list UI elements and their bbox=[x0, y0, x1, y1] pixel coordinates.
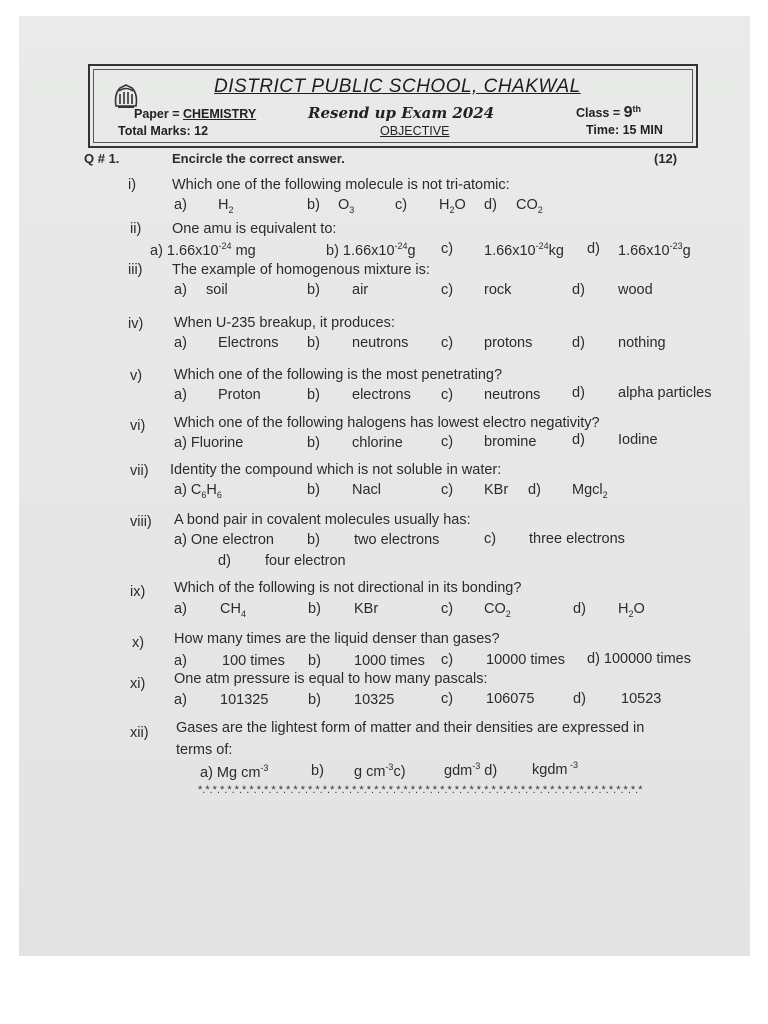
option-text: kgdm $^{-3}$ bbox=[532, 760, 578, 778]
option-text: $H_2O$ bbox=[618, 601, 645, 619]
option-text: rock bbox=[484, 282, 512, 298]
item-number: ix) bbox=[130, 584, 146, 600]
question-text: Which one of the following molecule is not tri-atomic: bbox=[172, 177, 510, 193]
option-text: four electron bbox=[265, 553, 346, 569]
exam-name: Resend up Exam 2024 bbox=[308, 104, 495, 122]
option-letter: a) bbox=[174, 335, 187, 351]
item-number: v) bbox=[130, 368, 143, 384]
option-text: Iodine bbox=[618, 432, 658, 448]
option-letter: a) bbox=[174, 692, 187, 708]
option-text: alpha particles bbox=[618, 385, 712, 401]
option-letter: c) bbox=[441, 434, 454, 450]
option-letter: c) bbox=[441, 482, 454, 498]
item-number: ii) bbox=[130, 221, 142, 237]
option-letter: b) bbox=[307, 482, 320, 498]
option-letter: a) bbox=[174, 282, 187, 298]
question-marks: (12) bbox=[654, 151, 678, 166]
item-number: xi) bbox=[130, 676, 146, 692]
option-text: nothing bbox=[618, 335, 666, 351]
option-text: three electrons bbox=[529, 531, 625, 547]
option-letter: d) bbox=[218, 553, 231, 569]
option-text: two electrons bbox=[354, 532, 440, 548]
option-letter: c) bbox=[395, 197, 408, 213]
option-letter: d) bbox=[528, 482, 541, 498]
option-text: gdm$^{-3}$ d) bbox=[444, 761, 498, 779]
question-text-continued: terms of: bbox=[176, 742, 233, 758]
question-text: A bond pair in covalent molecules usually has: bbox=[174, 512, 471, 528]
option-text: b) $1.66x10^{-24}g$ bbox=[326, 241, 416, 259]
option-text: 100 times bbox=[222, 653, 285, 669]
option-letter: b) bbox=[308, 692, 321, 708]
option-text: soil bbox=[206, 282, 228, 298]
option-letter: b) bbox=[308, 601, 321, 617]
option-text: a) $1.66x10^{-24}$ mg bbox=[150, 241, 256, 259]
option-letter: a) bbox=[174, 653, 187, 669]
option-text: $H_2O$ bbox=[439, 197, 466, 215]
item-number: viii) bbox=[130, 514, 152, 530]
option-letter: b) bbox=[307, 435, 320, 451]
question-instruction: Encircle the correct answer. bbox=[172, 151, 345, 166]
option-text: $CH_4$ bbox=[220, 601, 246, 619]
option-text: wood bbox=[618, 282, 653, 298]
option-text: Nacl bbox=[352, 482, 382, 498]
question-text: One atm pressure is equal to how many pascals: bbox=[174, 671, 488, 687]
option-text: Electrons bbox=[218, 335, 279, 351]
option-letter: c) bbox=[441, 282, 454, 298]
item-number: iii) bbox=[128, 262, 143, 278]
option-letter: c) bbox=[441, 241, 454, 257]
option-text: KBr bbox=[354, 601, 379, 617]
option-letter: c) bbox=[484, 531, 497, 547]
option-text: $1.66x10^{-23}g$ bbox=[618, 241, 691, 259]
question-text: How many times are the liquid denser than gases? bbox=[174, 631, 500, 647]
option-letter: b) bbox=[307, 532, 320, 548]
item-number: i) bbox=[128, 177, 137, 193]
item-number: vii) bbox=[130, 463, 149, 479]
item-number: xii) bbox=[130, 725, 149, 741]
option-text: electrons bbox=[352, 387, 411, 403]
option-text: bromine bbox=[484, 434, 537, 450]
option-letter: d) bbox=[572, 385, 585, 401]
option-letter: b) bbox=[307, 387, 320, 403]
option-letter: c) bbox=[441, 335, 454, 351]
option-letter: c) bbox=[441, 652, 454, 668]
option-text: $H_2$ bbox=[218, 197, 234, 215]
option-text: air bbox=[352, 282, 369, 298]
option-text: neutrons bbox=[484, 387, 541, 403]
option-text: 106075 bbox=[486, 691, 535, 707]
option-text: $1.66x10^{-24}kg$ bbox=[484, 241, 564, 259]
option-text: 10000 times bbox=[486, 652, 565, 668]
option-text: $CO_2$ bbox=[516, 197, 543, 215]
question-text: One amu is equivalent to: bbox=[172, 221, 337, 237]
question-text: Which one of the following is the most penetrating? bbox=[174, 367, 503, 383]
school-name: DISTRICT PUBLIC SCHOOL, CHAKWAL bbox=[214, 76, 581, 97]
option-text: Proton bbox=[218, 387, 261, 403]
option-text: g $cm^{-3}c$) bbox=[354, 762, 406, 780]
option-text: $O_3$ bbox=[338, 197, 355, 215]
option-text: d) 100000 times bbox=[587, 651, 691, 667]
option-letter: c) bbox=[441, 387, 454, 403]
item-number: vi) bbox=[130, 418, 146, 434]
option-letter: b) bbox=[308, 653, 321, 669]
paper-label: Paper = CHEMISTRY bbox=[134, 107, 257, 121]
option-text: 101325 bbox=[220, 692, 269, 708]
option-letter: b) bbox=[307, 335, 320, 351]
option-text: $CO_2$ bbox=[484, 601, 511, 619]
option-text: protons bbox=[484, 335, 533, 351]
question-text: When U-235 breakup, it produces: bbox=[174, 315, 395, 331]
option-letter: d) bbox=[572, 335, 585, 351]
item-number: iv) bbox=[128, 316, 144, 332]
option-letter: b) bbox=[311, 763, 324, 779]
option-letter: b) bbox=[307, 197, 320, 213]
option-text: chlorine bbox=[352, 435, 403, 451]
option-text: a) $C_6H_6$ bbox=[174, 482, 222, 500]
option-letter: d) bbox=[484, 197, 497, 213]
option-text: 10523 bbox=[621, 691, 662, 707]
question-text: Identity the compound which is not soluble in water: bbox=[170, 462, 502, 478]
paper-sheet bbox=[19, 16, 750, 956]
option-text: a) Fluorine bbox=[174, 435, 244, 451]
option-letter: d) bbox=[587, 241, 600, 257]
paper-subject: CHEMISTRY bbox=[183, 107, 257, 121]
class-info: Class = 9th bbox=[576, 104, 642, 122]
option-text: neutrons bbox=[352, 335, 409, 351]
option-text: 10325 bbox=[354, 692, 395, 708]
question-text: The example of homogenous mixture is: bbox=[172, 262, 430, 278]
option-letter: d) bbox=[572, 432, 585, 448]
option-letter: a) bbox=[174, 601, 187, 617]
option-letter: d) bbox=[573, 601, 586, 617]
question-text: Which of the following is not directional in its bonding? bbox=[174, 580, 522, 596]
option-text: Mgcl$_2$ bbox=[572, 482, 608, 500]
question-text: Gases are the lightest form of matter and their densities are expressed in bbox=[176, 720, 645, 736]
option-letter: d) bbox=[572, 282, 585, 298]
end-divider: *.*.*.*.*.*.*.*.*.*.*.*.*.*.*.*.*.*.*.*.*.*.*.*.*.*.*.*.*.*.*.*.*.*.*.*.*.*.*.*.*.*.*.*.*.*.*.*.*.*.*.*.*.*.*.*.*.*.*.*.* bbox=[198, 784, 643, 796]
option-letter: c) bbox=[441, 691, 454, 707]
option-text: a) One electron bbox=[174, 532, 274, 548]
paper-type: OBJECTIVE bbox=[380, 124, 450, 138]
option-letter: d) bbox=[573, 691, 586, 707]
option-letter: c) bbox=[441, 601, 454, 617]
option-letter: b) bbox=[307, 282, 320, 298]
question-number: Q # 1. bbox=[84, 151, 120, 166]
option-letter: a) bbox=[174, 197, 187, 213]
item-number: x) bbox=[132, 635, 145, 651]
option-text: KBr bbox=[484, 482, 509, 498]
total-marks: Total Marks: 12 bbox=[118, 124, 209, 138]
question-text: Which one of the following halogens has lowest electro negativity? bbox=[174, 415, 600, 431]
option-letter: a) bbox=[174, 387, 187, 403]
option-text: 1000 times bbox=[354, 653, 425, 669]
exam-time: Time: 15 MIN bbox=[586, 123, 663, 137]
option-text: a) Mg $cm^{-3}$ bbox=[200, 763, 269, 781]
